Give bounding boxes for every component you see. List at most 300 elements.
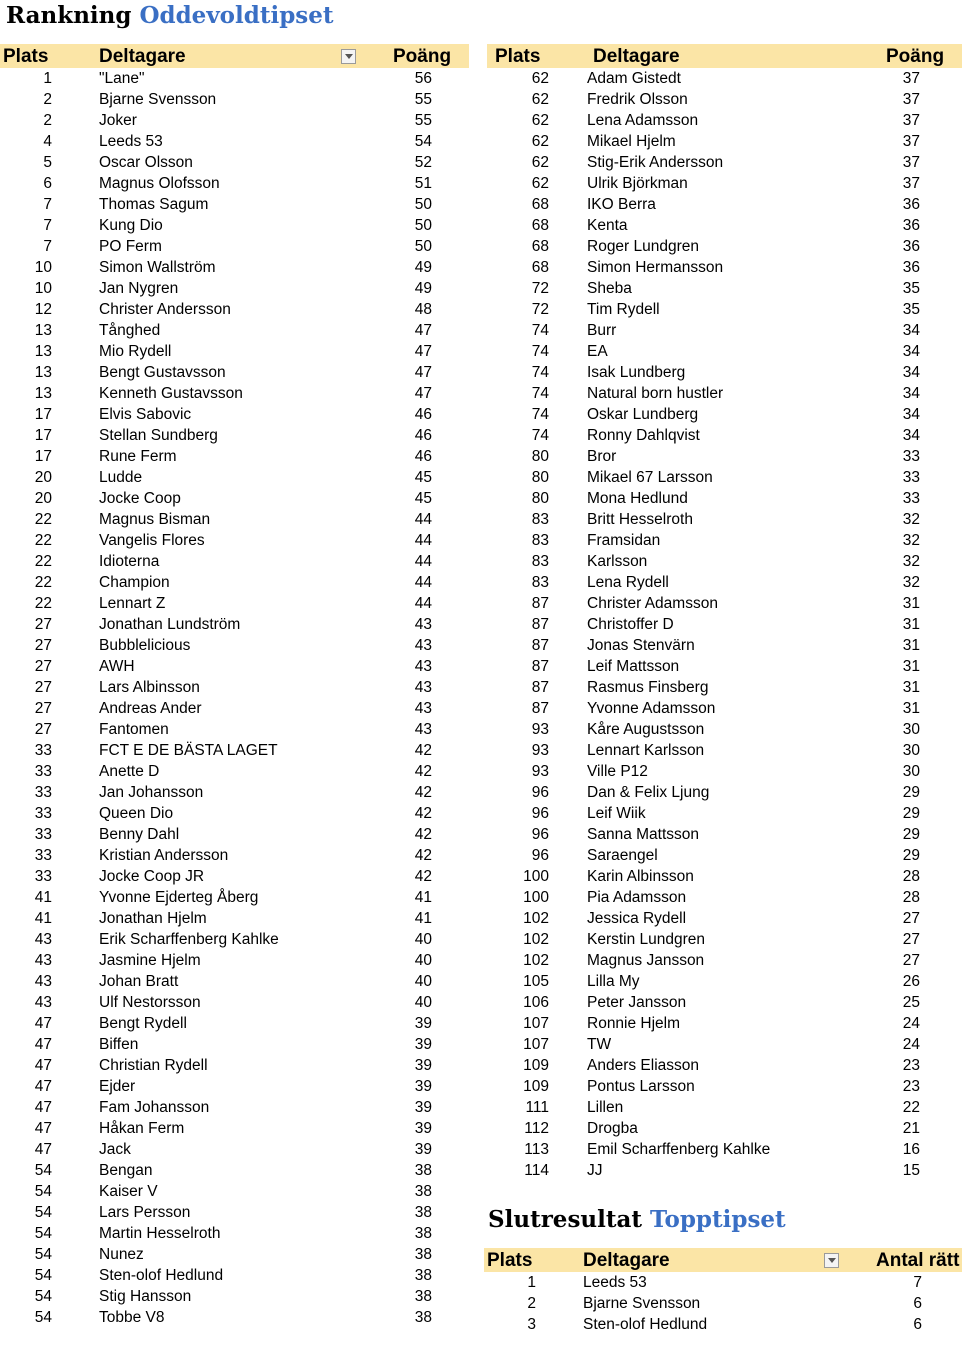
points-cell: 39 xyxy=(414,1057,432,1074)
place-cell: 33 xyxy=(34,784,52,801)
table-row xyxy=(0,1034,469,1055)
participant-cell: Roger Lundgren xyxy=(587,238,700,255)
points-cell: 44 xyxy=(414,532,432,549)
place-cell: 100 xyxy=(523,889,549,906)
points-cell: 31 xyxy=(902,595,920,612)
participant-cell: Oskar Lundberg xyxy=(587,406,699,423)
points-cell: 42 xyxy=(414,847,432,864)
participant-cell: Dan & Felix Ljung xyxy=(587,784,710,801)
final-table-body xyxy=(484,1272,962,1335)
points-cell: 42 xyxy=(414,805,432,822)
place-cell: 83 xyxy=(531,532,549,549)
points-cell: 34 xyxy=(902,343,920,360)
header-place: Plats xyxy=(495,46,541,67)
points-cell: 46 xyxy=(414,406,432,423)
points-cell: 28 xyxy=(902,868,920,885)
participant-cell: IKO Berra xyxy=(587,196,656,213)
table-row xyxy=(0,1265,469,1286)
participant-cell: Biffen xyxy=(99,1036,139,1053)
points-cell: 39 xyxy=(414,1015,432,1032)
table-row xyxy=(0,110,469,131)
participant-cell: FCT E DE BÄSTA LAGET xyxy=(99,742,278,759)
table-row xyxy=(0,1055,469,1076)
points-cell: 50 xyxy=(414,217,432,234)
points-cell: 26 xyxy=(902,973,920,990)
points-cell: 38 xyxy=(414,1225,432,1242)
place-cell: 74 xyxy=(531,427,549,444)
participant-cell: Leeds 53 xyxy=(99,133,163,150)
participant-cell: Johan Bratt xyxy=(99,973,179,990)
table-row xyxy=(487,173,962,194)
participant-cell: Christer Andersson xyxy=(99,301,231,318)
points-cell: 34 xyxy=(902,322,920,339)
points-cell: 52 xyxy=(414,154,432,171)
table-row xyxy=(0,68,469,89)
table-row xyxy=(487,929,962,950)
participant-cell: Bubblelicious xyxy=(99,637,191,654)
place-cell: 68 xyxy=(531,259,549,276)
points-cell: 36 xyxy=(902,259,920,276)
table-row xyxy=(487,488,962,509)
participant-cell: Sten-olof Hedlund xyxy=(99,1267,224,1284)
table-row xyxy=(484,1314,962,1335)
participant-cell: Ulrik Björkman xyxy=(587,175,688,192)
table-row xyxy=(487,89,962,110)
participant-cell: Burr xyxy=(587,322,617,339)
place-cell: 22 xyxy=(34,595,52,612)
points-cell: 39 xyxy=(414,1141,432,1158)
table-row xyxy=(0,887,469,908)
participant-cell: Martin Hesselroth xyxy=(99,1225,221,1242)
place-cell: 54 xyxy=(34,1288,52,1305)
participant-cell: Lena Adamsson xyxy=(587,112,699,129)
points-cell: 37 xyxy=(902,91,920,108)
place-cell: 107 xyxy=(523,1036,549,1053)
place-cell: 10 xyxy=(34,259,52,276)
table-row xyxy=(487,278,962,299)
place-cell: 54 xyxy=(34,1267,52,1284)
participant-cell: Benny Dahl xyxy=(99,826,180,843)
points-cell: 47 xyxy=(414,364,432,381)
place-cell: 27 xyxy=(34,700,52,717)
participant-cell: Jack xyxy=(99,1141,131,1158)
participant-cell: Nunez xyxy=(99,1246,144,1263)
participant-cell: Magnus Bisman xyxy=(99,511,211,528)
ranking-title xyxy=(6,2,334,29)
place-cell: 112 xyxy=(524,1120,549,1137)
participant-cell: Mikael 67 Larsson xyxy=(587,469,713,486)
participant-cell: Jan Nygren xyxy=(99,280,179,297)
table-row xyxy=(0,131,469,152)
table-row xyxy=(487,992,962,1013)
points-cell: 54 xyxy=(414,133,432,150)
place-cell: 102 xyxy=(523,952,549,969)
table-row xyxy=(0,866,469,887)
points-cell: 37 xyxy=(902,175,920,192)
table-row xyxy=(0,677,469,698)
table-row xyxy=(487,320,962,341)
place-cell: 87 xyxy=(531,637,549,654)
points-cell: 38 xyxy=(414,1288,432,1305)
place-cell: 27 xyxy=(34,637,52,654)
points-cell: 38 xyxy=(414,1204,432,1221)
table-row xyxy=(0,509,469,530)
points-cell: 35 xyxy=(902,301,920,318)
table-row xyxy=(487,971,962,992)
participant-cell: Kenneth Gustavsson xyxy=(99,385,243,402)
table-row xyxy=(0,383,469,404)
place-cell: 113 xyxy=(524,1141,549,1158)
points-cell: 42 xyxy=(414,763,432,780)
place-cell: 111 xyxy=(525,1099,549,1116)
table-row xyxy=(0,950,469,971)
points-cell: 29 xyxy=(902,847,920,864)
points-cell: 31 xyxy=(902,637,920,654)
points-cell: 24 xyxy=(902,1036,920,1053)
participant-cell: Jan Johansson xyxy=(99,784,204,801)
place-cell: 22 xyxy=(34,574,52,591)
points-cell: 42 xyxy=(414,826,432,843)
table-row xyxy=(0,299,469,320)
place-cell: 96 xyxy=(531,805,549,822)
participant-cell: Bror xyxy=(587,448,617,465)
participant-cell: Magnus Jansson xyxy=(587,952,705,969)
points-cell: 50 xyxy=(414,238,432,255)
place-cell: 33 xyxy=(34,847,52,864)
ranking-title-accent: Oddevoldtipset xyxy=(139,2,334,29)
table-row xyxy=(0,488,469,509)
points-cell: 55 xyxy=(414,91,432,108)
participant-cell: Bjarne Svensson xyxy=(99,91,217,108)
points-cell: 30 xyxy=(902,763,920,780)
table-row xyxy=(487,1160,962,1181)
points-cell: 41 xyxy=(414,889,432,906)
table-row xyxy=(487,761,962,782)
place-cell: 1 xyxy=(527,1274,536,1291)
participant-cell: Rasmus Finsberg xyxy=(587,679,709,696)
table-row xyxy=(0,1160,469,1181)
points-cell: 31 xyxy=(902,679,920,696)
points-cell: 30 xyxy=(902,742,920,759)
points-cell: 38 xyxy=(414,1246,432,1263)
participant-cell: Jessica Rydell xyxy=(587,910,687,927)
points-cell: 36 xyxy=(902,196,920,213)
place-cell: 109 xyxy=(523,1078,549,1095)
participant-cell: Kåre Augustsson xyxy=(587,721,705,738)
points-cell: 44 xyxy=(414,595,432,612)
place-cell: 7 xyxy=(43,217,52,234)
participant-cell: Framsidan xyxy=(587,532,661,549)
points-cell: 41 xyxy=(414,910,432,927)
table-row xyxy=(487,509,962,530)
place-cell: 47 xyxy=(34,1120,52,1137)
place-cell: 93 xyxy=(531,742,549,759)
table-row xyxy=(487,299,962,320)
points-cell: 38 xyxy=(414,1267,432,1284)
table-row xyxy=(487,383,962,404)
table-row xyxy=(487,845,962,866)
table-row xyxy=(0,173,469,194)
points-cell: 33 xyxy=(902,490,920,507)
place-cell: 107 xyxy=(523,1015,549,1032)
points-cell: 44 xyxy=(414,574,432,591)
participant-cell: PO Ferm xyxy=(99,238,162,255)
points-cell: 37 xyxy=(902,133,920,150)
table-row xyxy=(0,992,469,1013)
participant-cell: Fantomen xyxy=(99,721,169,738)
participant-cell: Elvis Sabovic xyxy=(99,406,192,423)
participant-cell: Jocke Coop xyxy=(99,490,181,507)
header-correct: Antal rätt xyxy=(876,1250,960,1271)
place-cell: 54 xyxy=(34,1204,52,1221)
table-row xyxy=(487,740,962,761)
table-row xyxy=(487,1013,962,1034)
place-cell: 93 xyxy=(531,763,549,780)
place-cell: 43 xyxy=(34,994,52,1011)
points-cell: 27 xyxy=(902,952,920,969)
table-row xyxy=(487,593,962,614)
points-cell: 43 xyxy=(414,679,432,696)
place-cell: 33 xyxy=(34,868,52,885)
table-row xyxy=(0,1202,469,1223)
participant-cell: Joker xyxy=(99,112,137,129)
place-cell: 96 xyxy=(531,826,549,843)
place-cell: 2 xyxy=(527,1295,536,1312)
participant-cell: Natural born hustler xyxy=(587,385,724,402)
place-cell: 20 xyxy=(34,490,52,507)
points-cell: 34 xyxy=(902,385,920,402)
participant-cell: Sten-olof Hedlund xyxy=(583,1316,708,1333)
points-cell: 49 xyxy=(414,259,432,276)
place-cell: 47 xyxy=(34,1015,52,1032)
points-cell: 47 xyxy=(414,343,432,360)
table-row xyxy=(484,1272,962,1293)
place-cell: 105 xyxy=(523,973,549,990)
place-cell: 17 xyxy=(34,427,52,444)
table-row xyxy=(0,341,469,362)
place-cell: 17 xyxy=(34,406,52,423)
place-cell: 47 xyxy=(34,1078,52,1095)
place-cell: 47 xyxy=(34,1057,52,1074)
points-cell: 47 xyxy=(414,385,432,402)
participant-cell: Lena Rydell xyxy=(587,574,669,591)
place-cell: 47 xyxy=(34,1141,52,1158)
place-cell: 72 xyxy=(531,301,549,318)
points-cell: 39 xyxy=(414,1036,432,1053)
participant-cell: Ville P12 xyxy=(587,763,648,780)
points-cell: 22 xyxy=(902,1099,920,1116)
table-row xyxy=(0,1307,469,1328)
participant-cell: Bjarne Svensson xyxy=(583,1295,701,1312)
table-row xyxy=(487,341,962,362)
table-row xyxy=(487,1076,962,1097)
ranking-title-main: Rankning xyxy=(6,2,132,29)
points-cell: 34 xyxy=(902,406,920,423)
place-cell: 102 xyxy=(523,910,549,927)
table-row xyxy=(0,614,469,635)
table-row xyxy=(0,929,469,950)
participant-cell: Ronnie Hjelm xyxy=(587,1015,681,1032)
table-row xyxy=(0,1244,469,1265)
participant-cell: Jonas Stenvärn xyxy=(587,637,695,654)
place-cell: 7 xyxy=(43,196,52,213)
points-cell: 24 xyxy=(902,1015,920,1032)
participant-cell: Anders Eliasson xyxy=(587,1057,700,1074)
filter-dropdown-icon[interactable] xyxy=(824,1253,839,1268)
points-cell: 49 xyxy=(414,280,432,297)
points-cell: 51 xyxy=(414,175,432,192)
table-row xyxy=(0,908,469,929)
table-row xyxy=(0,194,469,215)
place-cell: 43 xyxy=(34,952,52,969)
table-row xyxy=(487,677,962,698)
place-cell: 22 xyxy=(34,553,52,570)
participant-cell: Simon Wallström xyxy=(99,259,216,276)
participant-cell: Kerstin Lundgren xyxy=(587,931,706,948)
table-row xyxy=(0,551,469,572)
place-cell: 12 xyxy=(34,301,52,318)
ranking-table-left xyxy=(0,44,469,1328)
table-row xyxy=(0,530,469,551)
points-cell: 33 xyxy=(902,469,920,486)
participant-cell: Lillen xyxy=(587,1099,624,1116)
table-row xyxy=(0,236,469,257)
participant-cell: Erik Scharffenberg Kahlke xyxy=(99,931,279,948)
table-row xyxy=(0,1286,469,1307)
ranking-table-right xyxy=(487,44,962,1181)
participant-cell: Mikael Hjelm xyxy=(587,133,676,150)
points-cell: 39 xyxy=(414,1078,432,1095)
table-row xyxy=(487,803,962,824)
place-cell: 83 xyxy=(531,574,549,591)
participant-cell: Thomas Sagum xyxy=(99,196,209,213)
participant-cell: Stig Hansson xyxy=(99,1288,192,1305)
table-row xyxy=(487,866,962,887)
points-cell: 37 xyxy=(902,154,920,171)
points-cell: 34 xyxy=(902,427,920,444)
table-row xyxy=(487,1118,962,1139)
participant-cell: Yvonne Ejderteg Åberg xyxy=(99,889,259,906)
place-cell: 43 xyxy=(34,931,52,948)
place-cell: 10 xyxy=(34,280,52,297)
place-cell: 33 xyxy=(34,742,52,759)
points-cell: 25 xyxy=(902,994,920,1011)
filter-dropdown-icon[interactable] xyxy=(341,49,356,64)
header-participant: Deltagare xyxy=(593,46,680,67)
participant-cell: Kenta xyxy=(587,217,628,234)
points-cell: 7 xyxy=(913,1274,922,1291)
participant-cell: Leeds 53 xyxy=(583,1274,647,1291)
points-cell: 43 xyxy=(414,658,432,675)
participant-cell: Karlsson xyxy=(587,553,648,570)
place-cell: 3 xyxy=(527,1316,536,1333)
participant-cell: Håkan Ferm xyxy=(99,1120,185,1137)
table-row xyxy=(0,1181,469,1202)
participant-cell: Bengan xyxy=(99,1162,153,1179)
table-row xyxy=(0,1223,469,1244)
place-cell: 87 xyxy=(531,595,549,612)
table-row xyxy=(0,803,469,824)
table-row xyxy=(487,824,962,845)
table-row xyxy=(0,446,469,467)
table-row xyxy=(0,362,469,383)
participant-cell: Britt Hesselroth xyxy=(587,511,693,528)
points-cell: 43 xyxy=(414,637,432,654)
points-cell: 42 xyxy=(414,742,432,759)
points-cell: 45 xyxy=(414,469,432,486)
participant-cell: Pontus Larsson xyxy=(587,1078,695,1095)
place-cell: 87 xyxy=(531,700,549,717)
ranking-table-right-header xyxy=(487,44,962,68)
participant-cell: Saraengel xyxy=(587,847,658,864)
place-cell: 54 xyxy=(34,1246,52,1263)
final-table xyxy=(484,1248,962,1335)
participant-cell: Lennart Z xyxy=(99,595,166,612)
table-row xyxy=(487,194,962,215)
participant-cell: Kung Dio xyxy=(99,217,163,234)
place-cell: 96 xyxy=(531,784,549,801)
header-points: Poäng xyxy=(393,46,452,67)
table-row xyxy=(0,1076,469,1097)
participant-cell: Bengt Gustavsson xyxy=(99,364,226,381)
place-cell: 74 xyxy=(531,406,549,423)
participant-cell: Queen Dio xyxy=(99,805,174,822)
place-cell: 13 xyxy=(34,322,52,339)
table-row xyxy=(487,152,962,173)
place-cell: 2 xyxy=(43,112,52,129)
place-cell: 68 xyxy=(531,217,549,234)
place-cell: 62 xyxy=(531,70,549,87)
table-row xyxy=(487,614,962,635)
table-row xyxy=(0,425,469,446)
place-cell: 27 xyxy=(34,616,52,633)
table-row xyxy=(487,1055,962,1076)
table-row xyxy=(487,110,962,131)
place-cell: 41 xyxy=(34,889,52,906)
participant-cell: Kaiser V xyxy=(99,1183,158,1200)
participant-cell: Lilla My xyxy=(587,973,640,990)
points-cell: 23 xyxy=(902,1057,920,1074)
points-cell: 43 xyxy=(414,700,432,717)
participant-cell: Adam Gistedt xyxy=(587,70,681,87)
place-cell: 68 xyxy=(531,238,549,255)
points-cell: 6 xyxy=(913,1316,922,1333)
points-cell: 30 xyxy=(902,721,920,738)
table-row xyxy=(0,824,469,845)
table-row xyxy=(487,446,962,467)
table-row xyxy=(487,908,962,929)
points-cell: 23 xyxy=(902,1078,920,1095)
participant-cell: Peter Jansson xyxy=(587,994,687,1011)
participant-cell: Ronny Dahlqvist xyxy=(587,427,700,444)
place-cell: 68 xyxy=(531,196,549,213)
place-cell: 106 xyxy=(523,994,549,1011)
table-row xyxy=(487,404,962,425)
points-cell: 44 xyxy=(414,511,432,528)
table-row xyxy=(0,656,469,677)
participant-cell: Leif Mattsson xyxy=(587,658,680,675)
table-row xyxy=(487,635,962,656)
participant-cell: Lars Persson xyxy=(99,1204,191,1221)
participant-cell: Rune Ferm xyxy=(99,448,177,465)
participant-cell: Sanna Mattsson xyxy=(587,826,700,843)
table-row xyxy=(487,719,962,740)
table-row xyxy=(487,68,962,89)
ranking-table-left-body xyxy=(0,68,469,1328)
participant-cell: Isak Lundberg xyxy=(587,364,686,381)
points-cell: 38 xyxy=(414,1162,432,1179)
table-row xyxy=(0,740,469,761)
